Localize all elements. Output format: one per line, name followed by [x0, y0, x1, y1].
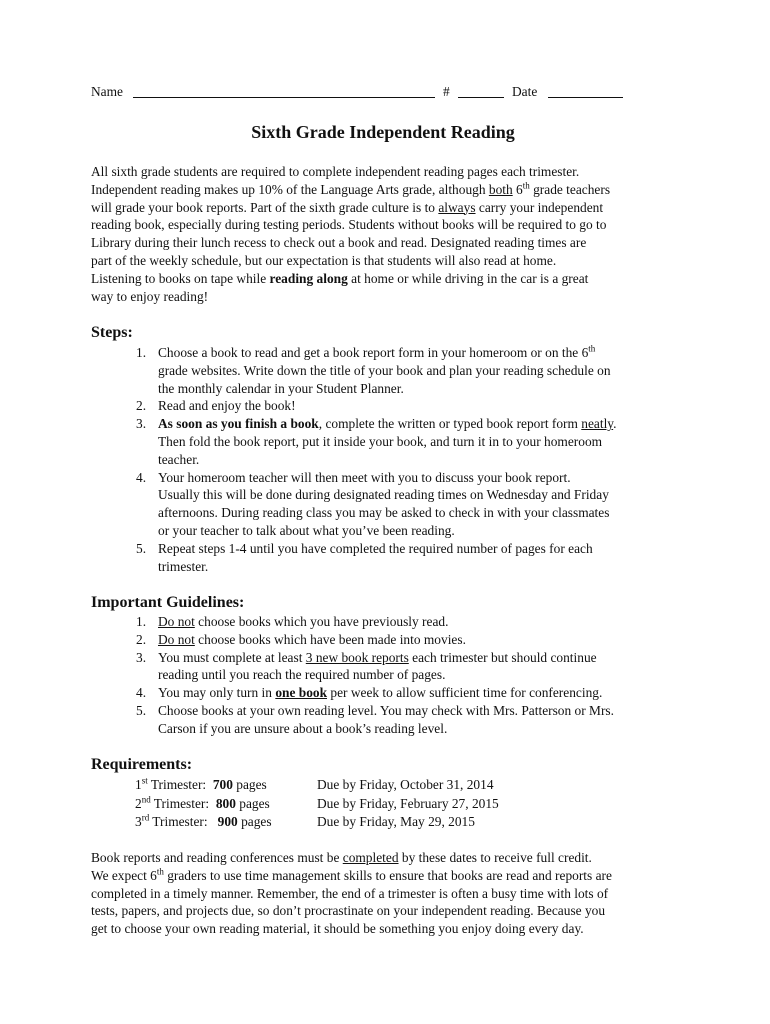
- step-underline: neatly: [581, 416, 614, 432]
- list-number: 3.: [136, 416, 147, 432]
- guideline-text: reading until you reach the required number of pages.: [158, 667, 446, 683]
- intro-text: Independent reading makes up 10% of the Language Arts grade, although: [91, 181, 489, 197]
- intro-bold: reading along: [269, 270, 348, 286]
- step-text: grade websites. Write down the title of your book and plan your reading schedule on: [158, 362, 611, 378]
- steps-list: [91, 344, 691, 575]
- guideline-text: each trimester but should continue: [408, 649, 597, 665]
- step-sup: th: [588, 343, 596, 354]
- guidelines-list: [91, 613, 691, 738]
- intro-text: Listening to books on tape while: [91, 270, 270, 286]
- closing-text: graders to use time management skills to ensure that books are read and reports are: [163, 867, 612, 883]
- guidelines-heading: Important Guidelines:: [91, 594, 245, 611]
- guideline-text: You may only turn in: [158, 685, 276, 701]
- due-date: Due by Friday, May 29, 2015: [317, 814, 475, 829]
- closing-line: completed in a timely manner. Remember, the end of a trimester is often a busy time with lots of: [91, 885, 609, 901]
- number-label: #: [443, 84, 450, 99]
- step-text: afternoons. During reading class you may be asked to check in with your classmates: [158, 505, 610, 521]
- intro-line: [91, 199, 683, 217]
- list-item: [91, 344, 691, 397]
- list-item: [91, 540, 691, 576]
- step-text: or your teacher to talk about what you’ve been reading.: [158, 522, 455, 538]
- header-fields: [91, 84, 691, 104]
- page-title: Sixth Grade Independent Reading: [251, 122, 515, 142]
- table-row: [135, 795, 655, 814]
- trimester-sup: nd: [141, 794, 151, 805]
- due-date: Due by Friday, October 31, 2014: [317, 777, 494, 792]
- trimester-sup: rd: [141, 812, 150, 823]
- closing-underline: completed: [342, 850, 399, 865]
- intro-underline: both: [488, 181, 513, 197]
- pages-value: 700: [212, 777, 233, 792]
- guideline-bold-underline: one book: [275, 685, 328, 701]
- intro-paragraph: [91, 163, 683, 305]
- trimester-number: 2: [135, 795, 142, 811]
- intro-text: carry your independent: [475, 199, 604, 215]
- trimester-cell: [135, 776, 267, 795]
- step-text: , complete the written or typed book report form: [318, 416, 582, 432]
- list-item: [91, 397, 691, 415]
- intro-text: 6: [512, 181, 523, 197]
- trimester-number: 1: [135, 777, 142, 792]
- intro-line: [91, 270, 683, 288]
- date-blank: [548, 84, 623, 102]
- guideline-underline: 3 new book reports: [305, 649, 409, 665]
- intro-text: will grade your book reports. Part of the sixth grade culture is to: [91, 199, 439, 215]
- guideline-text: Choose books at your own reading level. You may check with Mrs. Patterson or Mrs.: [158, 702, 614, 718]
- list-number: 4.: [136, 469, 147, 485]
- step-text: Choose a book to read and get a book report form in your homeroom or on the 6: [158, 345, 589, 360]
- trimester-label: Trimester:: [150, 795, 216, 811]
- intro-sup: th: [522, 180, 530, 191]
- list-number: 5.: [136, 702, 147, 718]
- pages-value: 900: [217, 814, 238, 829]
- date-label: Date: [512, 84, 538, 99]
- guideline-text: Carson if you are unsure about a book’s reading level.: [158, 720, 448, 736]
- intro-line: All sixth grade students are required to complete independent reading pages each trimester.: [91, 164, 580, 179]
- document-page: [91, 84, 691, 937]
- guideline-underline: Do not: [158, 614, 195, 629]
- pages-label: pages: [237, 814, 272, 829]
- guideline-underline: Do not: [158, 631, 195, 647]
- step-text: Then fold the book report, put it inside your book, and turn it in to your homeroom: [158, 433, 603, 449]
- guideline-text: choose books which you have previously read.: [194, 614, 449, 629]
- table-row: [135, 776, 655, 795]
- list-number: 4.: [136, 685, 147, 701]
- step-text: teacher.: [158, 451, 200, 467]
- requirements-heading: Requirements:: [91, 756, 193, 773]
- intro-line: part of the weekly schedule, but our expectation is that students will also read at home.: [91, 252, 557, 268]
- list-number: 1.: [136, 614, 147, 629]
- closing-line: tests, papers, and projects due, so don’t procrastinate on your independent reading. Because you: [91, 903, 606, 919]
- name-label: Name: [91, 84, 123, 99]
- step-text: trimester.: [158, 558, 209, 574]
- trimester-cell: [135, 813, 272, 832]
- closing-text: We expect 6: [91, 867, 157, 883]
- list-number: 5.: [136, 540, 147, 556]
- step-text: Your homeroom teacher will then meet with you to discuss your book report.: [158, 469, 571, 485]
- closing-text: by these dates to receive full credit.: [398, 850, 592, 865]
- name-blank: [133, 84, 435, 102]
- intro-line: reading book, especially during testing periods. Students without books will be required to go to: [91, 217, 607, 233]
- step-text: Usually this will be done during designated reading times on Wednesday and Friday: [158, 487, 609, 503]
- intro-text: at home or while driving in the car is a great: [347, 270, 589, 286]
- due-date: Due by Friday, February 27, 2015: [317, 795, 499, 811]
- step-text: Read and enjoy the book!: [158, 398, 296, 414]
- step-text: the monthly calendar in your Student Planner.: [158, 380, 404, 396]
- intro-line: [91, 181, 683, 199]
- step-bold: As soon as you finish a book: [158, 416, 319, 432]
- list-item: [91, 684, 691, 702]
- list-item: [91, 702, 691, 738]
- intro-line: way to enjoy reading!: [91, 288, 209, 304]
- list-item: [91, 649, 691, 685]
- trimester-sup: st: [141, 775, 148, 786]
- step-text: Repeat steps 1-4 until you have completed the required number of pages for each: [158, 540, 593, 556]
- list-item: [91, 631, 691, 649]
- list-item: [91, 415, 691, 468]
- guideline-text: You must complete at least: [158, 649, 306, 665]
- list-number: 2.: [136, 398, 147, 414]
- requirements-table: [135, 776, 655, 832]
- closing-paragraph: [91, 849, 683, 938]
- list-item: [91, 613, 691, 631]
- steps-heading: Steps:: [91, 324, 133, 341]
- trimester-label: Trimester:: [147, 777, 213, 792]
- trimester-number: 3: [135, 814, 142, 829]
- pages-label: pages: [235, 795, 270, 811]
- closing-line: [91, 849, 683, 867]
- pages-value: 800: [215, 795, 236, 811]
- closing-text: Book reports and reading conferences must be: [91, 850, 343, 865]
- list-number: 2.: [136, 631, 147, 647]
- closing-line: [91, 867, 683, 885]
- intro-text: grade teachers: [529, 181, 611, 197]
- intro-line: Library during their lunch recess to check out a book and read. Designated reading times are: [91, 235, 587, 251]
- closing-sup: th: [156, 866, 164, 877]
- number-blank: [458, 84, 504, 102]
- list-item: [91, 469, 691, 540]
- list-number: 1.: [136, 345, 147, 360]
- guideline-text: per week to allow sufficient time for conferencing.: [327, 685, 603, 701]
- step-text: .: [613, 416, 617, 432]
- trimester-cell: [135, 795, 270, 814]
- pages-label: pages: [232, 777, 267, 792]
- table-row: [135, 813, 655, 832]
- trimester-label: Trimester:: [149, 814, 218, 829]
- list-number: 3.: [136, 649, 147, 665]
- guideline-text: choose books which have been made into movies.: [194, 631, 466, 647]
- intro-underline: always: [438, 199, 476, 215]
- closing-line: get to choose your own reading material, it should be something you enjoy doing every day.: [91, 921, 584, 937]
